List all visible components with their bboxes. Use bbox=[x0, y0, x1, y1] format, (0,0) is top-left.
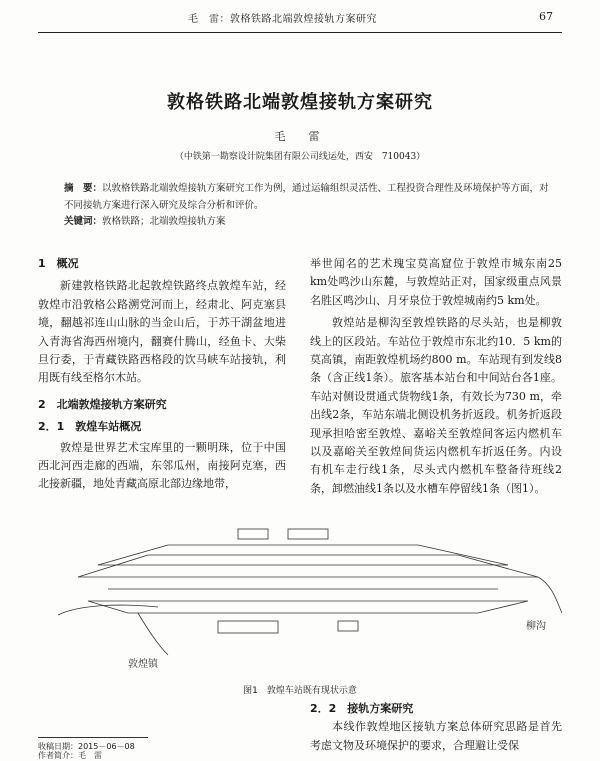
received-date: 收稿日期：2015－06－08 bbox=[38, 742, 135, 751]
affiliation: （中铁第一勘察设计院集团有限公司线运处，西安 710043） bbox=[174, 152, 426, 162]
section-2-heading: 2 北端敦煌接轨方案研究 bbox=[38, 397, 167, 411]
header-rule bbox=[38, 32, 562, 33]
keywords-label: 关键词： bbox=[64, 216, 103, 227]
author-bio: 作者简介：毛 雷 bbox=[38, 751, 102, 760]
footnote-rule bbox=[38, 737, 148, 738]
right-column bbox=[310, 255, 562, 498]
left-column bbox=[38, 255, 286, 494]
abstract bbox=[64, 180, 552, 214]
page-number: 67 bbox=[539, 10, 553, 23]
author-name: 毛 雷 bbox=[274, 130, 326, 143]
article-title: 敦格铁路北端敦煌接轨方案研究 bbox=[167, 92, 433, 113]
label-liugou: 柳沟 bbox=[526, 621, 546, 632]
running-title: 毛 雷：敦格铁路北端敦煌接轨方案研究 bbox=[188, 14, 377, 25]
section-2-1-heading: 2．1 敦煌车站概况 bbox=[38, 420, 142, 434]
right-column-bottom bbox=[310, 700, 562, 755]
section-1-heading: 1 概况 bbox=[38, 257, 79, 270]
right-paragraph-2: 敦煌站是柳沟至敦煌铁路的尽头站，也是柳敦线上的区段站。车站位于敦煌市东北约10．5 km的莫高镇，南距敦煌机场约800 m。车站现有到发线8条（含正线1条）。旅客基本站台和中间站台各1座。车站对侧设贯通式货物线1条，有效长为730 m，牵出线2条，车站东端北侧设机务折返段。机务折返段现承担哈密至敦煌、嘉峪关至敦煌间客运内燃机车以及嘉峪关至敦煌间货运内燃机车折返任务。内设有机车走行线1条，尽头式内燃机车整备待班线2条，卸燃油线1条以及水槽车停留线1条（图1）。 bbox=[310, 316, 562, 495]
section-2-2-paragraph: 本线作敦煌地区接轨方案总体研究思路是首先考虑文物及环境保护的要求，合理避让受保 bbox=[310, 720, 562, 752]
keywords-text: 敦格铁路；北端敦煌接轨方案 bbox=[102, 216, 226, 227]
section-2-1-paragraph: 敦煌是世界艺术宝库里的一颗明珠，位于中国西北河西走廊的西端，东邻瓜州，南接阿克塞，西北接新疆，地处青藏高原北部边缘地带， bbox=[38, 440, 286, 491]
abstract-label: 摘 要： bbox=[64, 183, 103, 194]
label-dunhuang-town: 敦煌镇 bbox=[128, 659, 158, 670]
figure-1-caption: 图1 敦煌车站既有现状示意 bbox=[243, 686, 357, 696]
section-1-paragraph: 新建敦格铁路北起敦煌铁路终点敦煌车站，经敦煌市沿敦格公路溯党河而上，经肃北、阿克塞县境，翻越祁连山山脉的当金山后，于苏干湖盆地进入青海省海西州境内，翻赛什腾山，经鱼卡、大柴旦行委，于青藏铁路西格段的饮马峡车站接轨，利用既有线至格尔木站。 bbox=[38, 279, 286, 385]
keywords bbox=[64, 213, 552, 227]
section-2-2-heading: 2．2 接轨方案研究 bbox=[310, 702, 414, 715]
station-schematic bbox=[38, 495, 562, 673]
figure-1 bbox=[38, 495, 562, 673]
abstract-text: 以敦格铁路北端敦煌接轨方案研究工作为例，通过运输组织灵活性、工程投资合理性及环境保护等方面，对不同接轨方案进行深入研究及综合分析和评价。 bbox=[64, 183, 549, 211]
right-paragraph-1: 举世闻名的艺术瑰宝莫高窟位于敦煌市城东南25 km处鸣沙山东麓，与敦煌站正对，国家级重点风景名胜区鸣沙山、月牙泉位于敦煌城南约5 km处。 bbox=[310, 257, 562, 307]
